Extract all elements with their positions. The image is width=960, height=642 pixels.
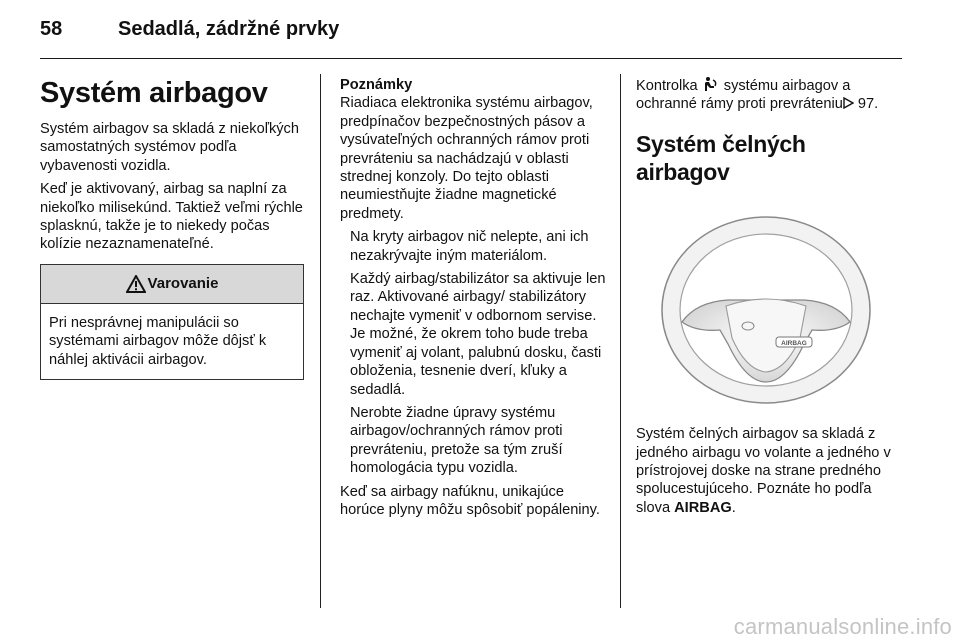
warning-triangle-icon — [126, 275, 146, 293]
front-airbag-text: Systém čelných airbagov sa skladá z jedného airbagu vo volante a jedného v prístrojovej doske na strane predného spolucestujúceho. Poznáte ho podľa slova — [636, 426, 891, 516]
column-middle — [340, 76, 606, 524]
front-airbag-text-end: . — [731, 499, 736, 516]
column-divider-left — [320, 74, 321, 608]
lamp-paragraph — [636, 76, 902, 114]
notes-title: Poznámky — [340, 77, 413, 93]
warning-text: Pri nesprávnej manipulácii so systémami airbagov môže dôjsť k náhlej aktivácii airbagov. — [49, 314, 267, 368]
lamp-text-before: Kontrolka — [636, 78, 698, 94]
lamp-page-reference: 97. — [857, 96, 879, 113]
lamp-text-after: systému airbagov a ochranné rámy proti prevráteniu — [636, 78, 851, 113]
activation-paragraph: Keď je aktivovaný, airbag sa naplní za niekoľko milisekúnd. Taktiež veľmi rýchle splasknú, takže je to niekedy počas kolízie nezaznamenateľné. — [40, 181, 303, 253]
intro-paragraph: Systém airbagov sa skladá z niekoľkých samostatných systémov podľa vybavenosti vozidla. — [40, 121, 299, 174]
note-paragraph: Nerobte žiadne úpravy systému airbagov/ochranných rámov proti prevráteniu, pretože sa tým zruší homologácia typu vozidla. — [350, 404, 563, 477]
column-right — [636, 76, 902, 522]
warning-header — [41, 265, 303, 304]
warning-body — [41, 304, 303, 379]
front-airbag-paragraph — [636, 425, 902, 517]
airbag-word: AIRBAG — [674, 499, 732, 516]
notes-block — [340, 94, 606, 223]
warning-box — [40, 264, 304, 380]
section-heading-airbag-system: Systém airbagov — [40, 77, 268, 109]
note-paragraph: Riadiaca elektronika systému airbagov, predpínačov bezpečnostných pásov a vysúvateľných ochranných rámov proti prevráteniu sa nachádzajú v oblasti strednej konzoly. Do tejto oblasti neumiestňujte žiadne magnetické predmety. — [340, 95, 593, 222]
note-paragraph: Na kryty airbagov nič nelepte, ani ich nezakrývajte iným materiálom. — [350, 229, 589, 264]
note-paragraph: Každý airbag/stabilizátor sa aktivuje len raz. Aktivované airbagy/ stabilizátory nechajte vymeniť v odbornom servise. Je možné, že okrem toho bude treba vymeniť aj volant, palubnú dosku, časti obloženia, tesnenie dverí, kľuky a sedadlá. — [350, 271, 606, 398]
page-header — [40, 14, 902, 59]
airbag-warning-lamp-icon — [704, 76, 718, 92]
warning-title: Varovanie — [147, 274, 219, 292]
watermark: carmanualsonline.info — [733, 614, 952, 639]
column-divider-right — [620, 74, 621, 608]
steering-wheel-illustration — [636, 206, 900, 406]
hot-gas-paragraph: Keď sa airbagy nafúknu, unikajúce horúce plyny môžu spôsobiť popáleniny. — [340, 483, 600, 518]
page-reference-arrow-icon — [843, 97, 854, 109]
chapter-title: Sedadlá, zádržné prvky — [118, 18, 340, 40]
notes-indented-block — [340, 228, 606, 477]
page-number: 58 — [40, 18, 63, 40]
wheel-airbag-label: AIRBAG — [781, 339, 807, 347]
column-left — [40, 76, 306, 380]
section-heading-front-airbags: Systém čelných airbagov — [636, 130, 806, 185]
